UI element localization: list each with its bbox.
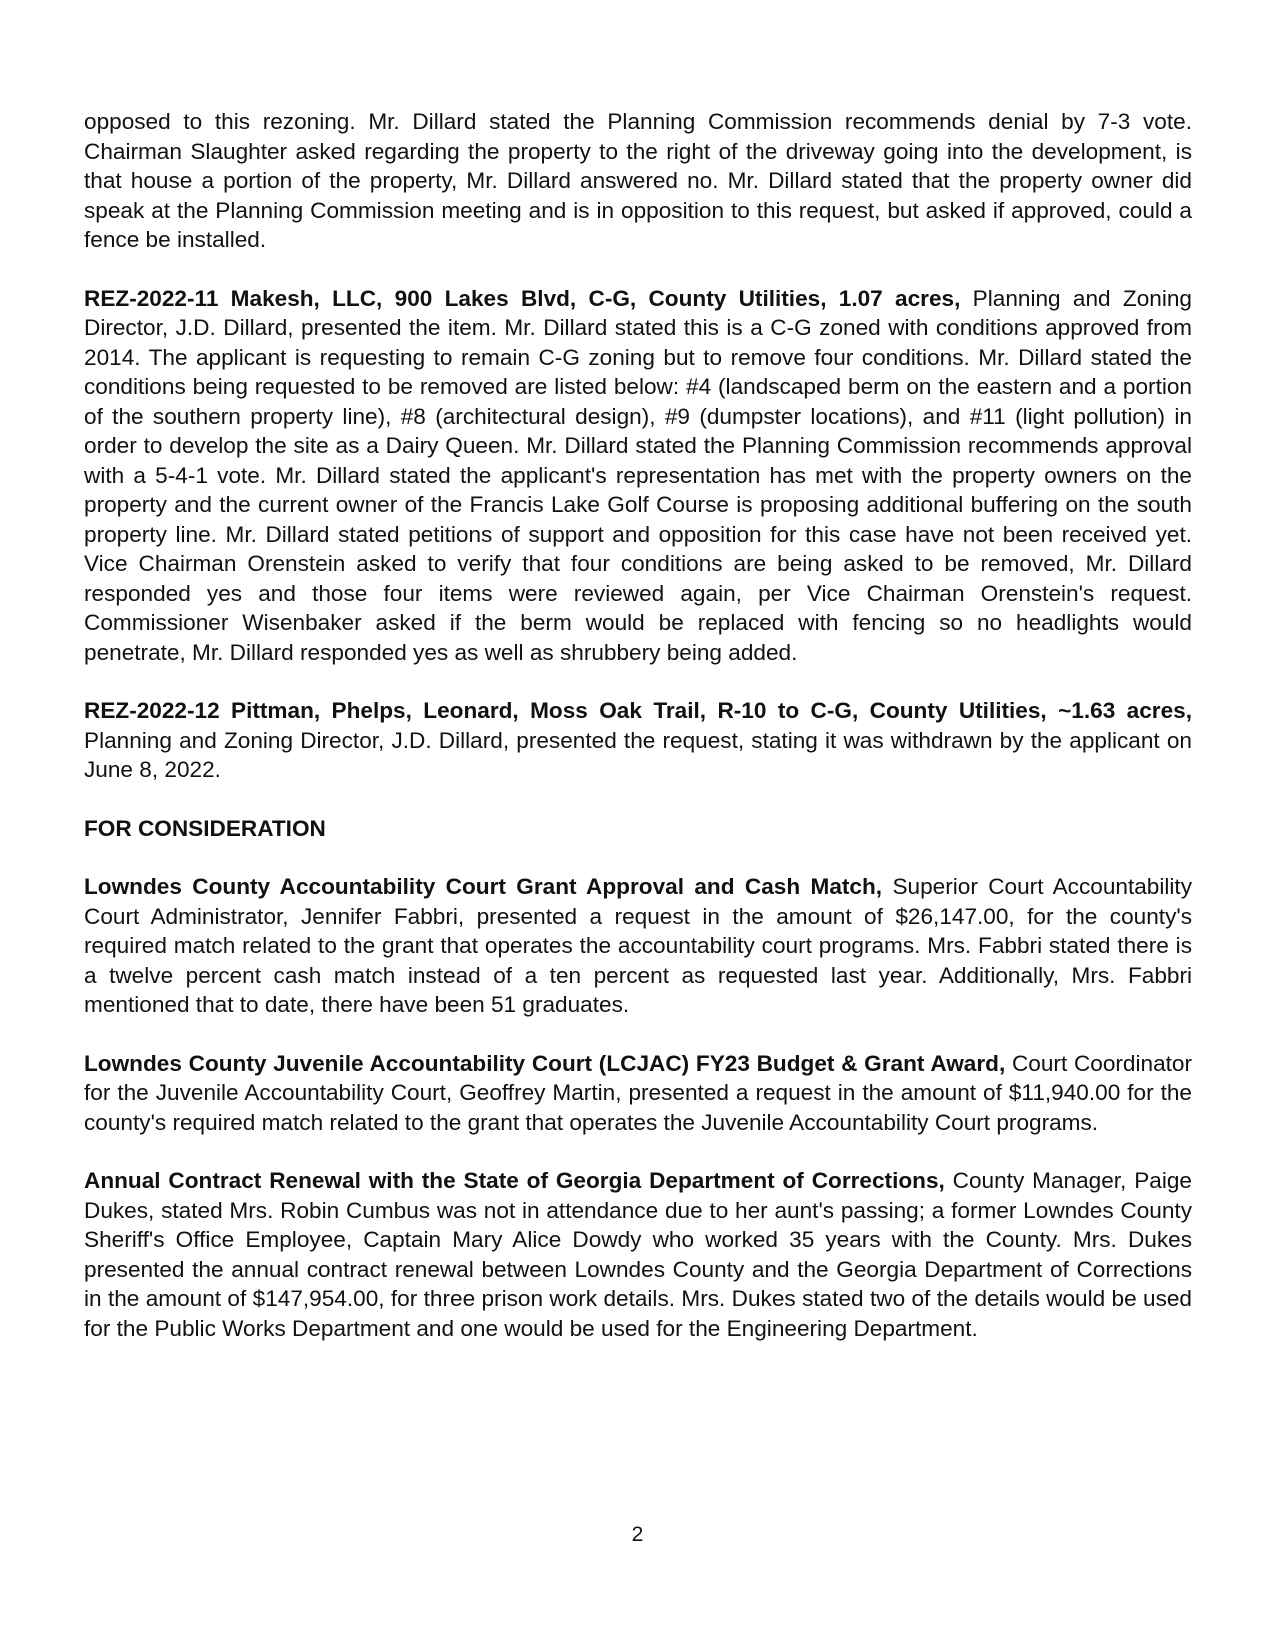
document-page — [84, 107, 1192, 1372]
paragraph-title: REZ-2022-11 Makesh, LLC, 900 Lakes Blvd, C-G, County Utilities, 1.07 acres, — [84, 285, 961, 311]
paragraph-body: Court Coordinator for the Juvenile Accountability Court, Geoffrey Martin, presented a request in the amount of $11,940.00 for the county's required match related to the grant that operates the Juvenile Accountability Court programs. — [84, 1050, 1192, 1135]
paragraph-accountability-court-grant — [84, 872, 1192, 1020]
section-heading-for-consideration: FOR CONSIDERATION — [84, 815, 326, 841]
paragraph-title: Lowndes County Accountability Court Grant Approval and Cash Match, — [84, 874, 883, 899]
paragraph-rez-2022-12 — [84, 696, 1192, 785]
paragraph-title: Annual Contract Renewal with the State of Georgia Department of Corrections, — [84, 1168, 945, 1193]
paragraph-title: Lowndes County Juvenile Accountability Court (LCJAC) FY23 Budget & Grant Award, — [84, 1050, 1006, 1076]
paragraph-body: Planning and Zoning Director, J.D. Dillard, presented the item. Mr. Dillard stated this is a C-G zoned with conditions approved from 2014. The applicant is requesting to remain C-G zoning but to remove four conditions. Mr. Dillard stated the conditions being requested to be removed are listed below: #4 (landscaped berm on the eastern and a portion of the southern property line), #8 (architectural design), #9 (dumpster locations), and #11 (light pollution) in order to develop the site as a Dairy Queen. Mr. Dillard stated the Planning Commission recommends approval with a 5-4-1 vote. Mr. Dillard stated the applicant's representation has met with the property owners on the property and the current owner of the Francis Lake Golf Course is proposing additional buffering on the south property line. Mr. Dillard stated petitions of support and opposition for this case have not been received yet. Vice Chairman Orenstein asked to verify that four conditions are being asked to be removed, Mr. Dillard responded yes and those four items were reviewed again, per Vice Chairman Orenstein's request. Commissioner Wisenbaker asked if the berm would be replaced with fencing so no headlights would penetrate, Mr. Dillard responded yes as well as shrubbery being added. — [84, 285, 1192, 665]
paragraph-body: Superior Court Accountability Court Administrator, Jennifer Fabbri, presented a request in the amount of $26,147.00, for the county's required match related to the grant that operates the accountability court programs. Mrs. Fabbri stated there is a twelve percent cash match instead of a ten percent as requested last year. Additionally, Mrs. Fabbri mentioned that to date, there have been 51 graduates. — [84, 874, 1192, 1017]
paragraph-title: REZ-2022-12 Pittman, Phelps, Leonard, Moss Oak Trail, R-10 to C-G, County Utilities, ~1.63 acres, — [84, 698, 1192, 723]
paragraph-juvenile-accountability-court — [84, 1049, 1192, 1138]
paragraph-corrections-contract — [84, 1166, 1192, 1343]
paragraph-rez-2022-11 — [84, 284, 1192, 668]
page-number: 2 — [631, 1523, 644, 1546]
paragraph-body: County Manager, Paige Dukes, stated Mrs. Robin Cumbus was not in attendance due to her aunt's passing; a former Lowndes County Sheriff's Office Employee, Captain Mary Alice Dowdy who worked 35 years with the County. Mrs. Dukes presented the annual contract renewal between Lowndes County and the Georgia Department of Corrections in the amount of $147,954.00, for three prison work details. Mrs. Dukes stated two of the details would be used for the Public Works Department and one would be used for the Engineering Department. — [84, 1168, 1192, 1341]
paragraph-body: opposed to this rezoning. Mr. Dillard stated the Planning Commission recommends denial by 7-3 vote. Chairman Slaughter asked regarding the property to the right of the driveway going into the development, is that house a portion of the property, Mr. Dillard answered no. Mr. Dillard stated that the property owner did speak at the Planning Commission meeting and is in opposition to this request, but asked if approved, could a fence be installed. — [84, 109, 1192, 252]
paragraph-body: Planning and Zoning Director, J.D. Dillard, presented the request, stating it was withdrawn by the applicant on June 8, 2022. — [84, 727, 1192, 782]
paragraph-rezoning-opposition — [84, 107, 1192, 255]
